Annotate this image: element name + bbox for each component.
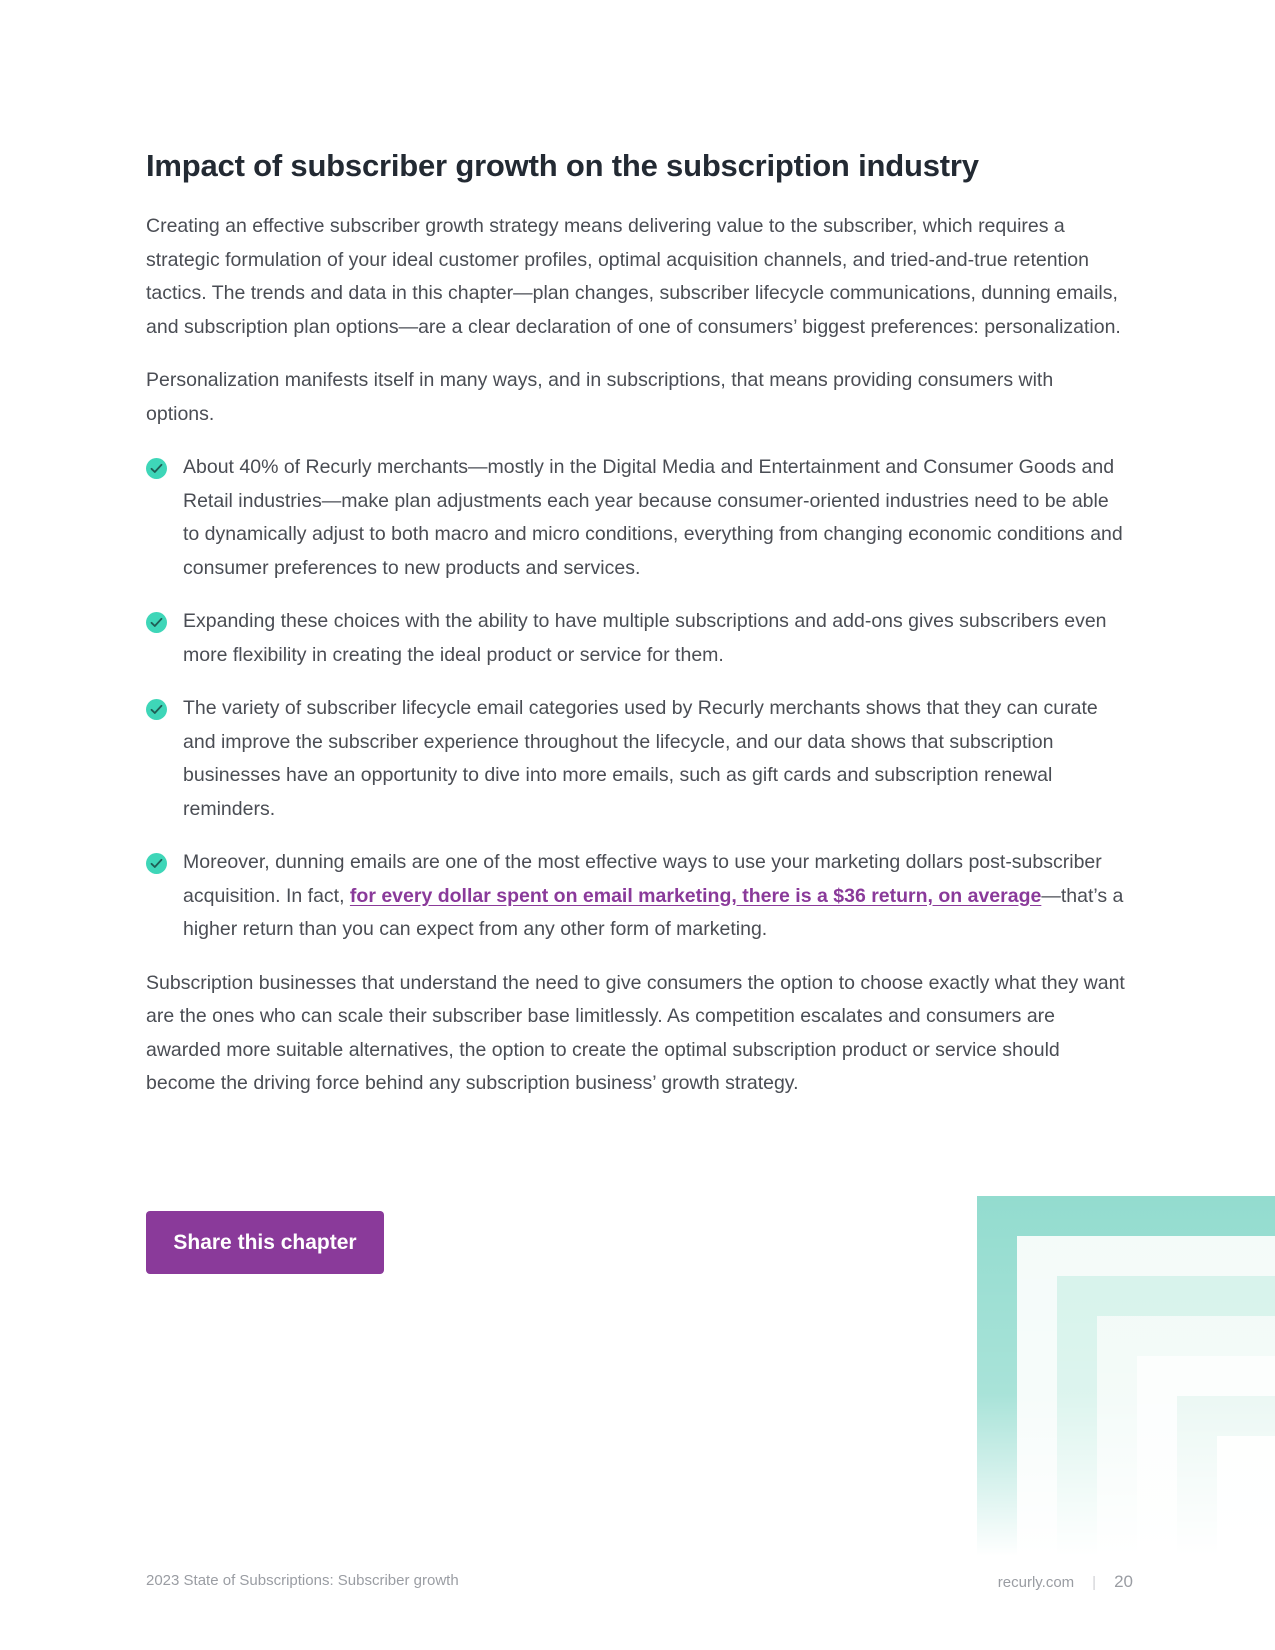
bullet-text: The variety of subscriber lifecycle email categories used by Recurly merchants shows that they can curate and improve the subscriber experience throughout the lifecycle, and our data shows that subscription businesses have an opportunity to dive into more emails, such as gift cards and subscription renewal reminders. [183,697,1098,820]
intro-paragraph: Creating an effective subscriber growth strategy means delivering value to the subscriber, which requires a strategic formulation of your ideal customer profiles, optimal acquisition channels, and tried-and-true retention tactics. The trends and data in this chapter—plan changes, subscriber lifecycle communications, dunning emails, and subscription plan options—are a clear declaration of one of consumers’ biggest preferences: personalization. [146,215,1121,338]
main-content [146,210,1126,1121]
bullet-text-after-link: —that’s a higher return than you can expect from any other form of marketing. [183,884,1124,940]
email-roi-link[interactable]: for every dollar spent on email marketing, there is a $36 return, on average [349,884,1042,907]
list-item [146,451,1126,585]
check-circle-icon [146,853,167,874]
options-bullet-list [146,451,1126,947]
bullet-text [183,851,1123,940]
list-item [146,846,1126,947]
footer-right [998,1572,1133,1592]
footer-separator: | [1092,1574,1097,1591]
bullet-text: About 40% of Recurly merchants—mostly in the Digital Media and Entertainment and Consumer Goods and Retail industries—make plan adjustments each year because consumer-oriented industries need to be able to dynamically adjust to both macro and micro conditions, everything from changing economic conditions and consumer preferences to new products and services. [183,456,1123,579]
list-item [146,692,1126,826]
bullet-text: Expanding these choices with the ability to have multiple subscriptions and add-ons gives subscribers even more flexibility in creating the ideal product or service for them. [183,610,1107,666]
check-circle-icon [146,612,167,633]
check-circle-icon [146,699,167,720]
personalization-paragraph: Personalization manifests itself in many ways, and in subscriptions, that means providing consumers with options. [146,369,1054,425]
page-title: Impact of subscriber growth on the subscription industry [146,148,979,183]
share-chapter-button[interactable]: Share this chapter [146,1211,384,1274]
list-item [146,605,1126,672]
check-circle-icon [146,458,167,479]
page-number: 20 [1114,1572,1133,1591]
conclusion-paragraph: Subscription businesses that understand the need to give consumers the option to choose exactly what they want are the ones who can scale their subscriber base limitlessly. As competition escalates and consumers are awarded more suitable alternatives, the option to create the optimal subscription product or service should become the driving force behind any subscription business’ growth strategy. [146,971,1125,1094]
decorative-nested-squares [977,1196,1275,1556]
bullet-text-before-link: Moreover, dunning emails are one of the most effective ways to use your marketing dollars post-subscriber acquisition. In fact, [183,851,1102,907]
footer-document-title: 2023 State of Subscriptions: Subscriber growth [146,1572,459,1589]
footer-site: recurly.com [997,1574,1075,1591]
